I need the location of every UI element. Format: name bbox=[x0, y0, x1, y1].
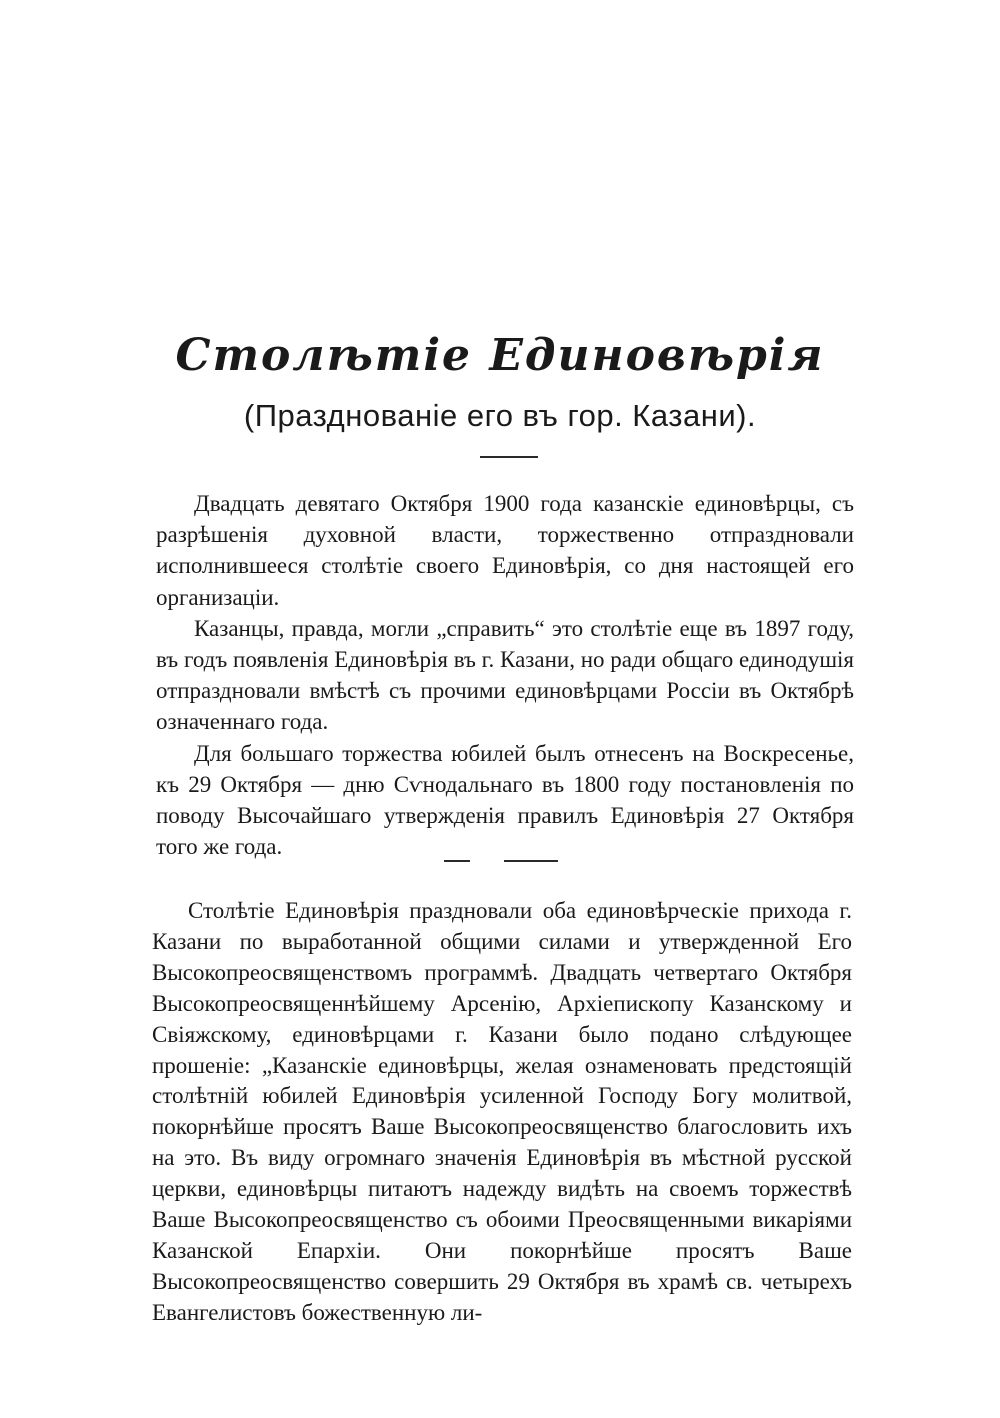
paragraph-4: Столѣтіе Единовѣрія праздновали оба единовѣрческіе прихода г. Казани по выработанной общими силами и утвержденной Его Высокопреосвященствомъ программѣ. Двадцать четвертаго Октября Высокопреосвященнѣйшему Арсенію, Архіепископу Казанскому и Свіяжскому, единовѣрцами г. Казани было подано слѣдующее прошеніе: „Казанскіе единовѣрцы, желая ознаменовать предстоящій столѣтній юбилей Единовѣрія усиленной Господу Богу молитвой, покорнѣйше просятъ Ваше Высокопреосвященство благословить ихъ на это. Въ виду огромнаго значенія Единовѣрія въ мѣстной русской церкви, единовѣрцы питаютъ надежду видѣть на своемъ торжествѣ Ваше Высокопреосвященство съ обоими Преосвященными викаріями Казанской Епархіи. Они покорнѣйше просятъ Ваше Высокопреосвященство совершить 29 Октября въ храмѣ св. четырехъ Евангелистовъ божественную ли- bbox=[152, 898, 852, 1325]
title-divider bbox=[480, 456, 538, 458]
paragraph-2: Казанцы, правда, могли „справить“ это столѣтіе еще въ 1897 году, въ годъ появленія Единовѣрія въ г. Казани, но ради общаго единодушія отпраздновали вмѣстѣ съ прочими единовѣрцами Россіи въ Октябрѣ означеннаго года. bbox=[156, 615, 854, 735]
section-1 bbox=[156, 488, 854, 862]
paragraph-1: Двадцать девятаго Октября 1900 года казанскіе единовѣрцы, съ разрѣшенія духовной власти, торжественно отпраздновали исполнившееся столѣтіе своего Единовѣрія, со дня настоящей его организаціи. bbox=[156, 491, 854, 610]
section-divider-short bbox=[444, 860, 470, 862]
section-2 bbox=[152, 896, 852, 1329]
page-title: Столѣтіе Единовѣрія bbox=[175, 330, 825, 381]
section-divider-long bbox=[504, 860, 558, 862]
page-subtitle: (Празднованіе его въ гор. Казани). bbox=[243, 398, 757, 433]
paragraph-3: Для большаго торжества юбилей былъ отнесенъ на Воскресенье, къ 29 Октября — дню Сѵнодальнаго въ 1800 году постановленія по поводу Высочайшаго утвержденія правилъ Единовѣрія 27 Октября того же года. bbox=[156, 740, 854, 860]
